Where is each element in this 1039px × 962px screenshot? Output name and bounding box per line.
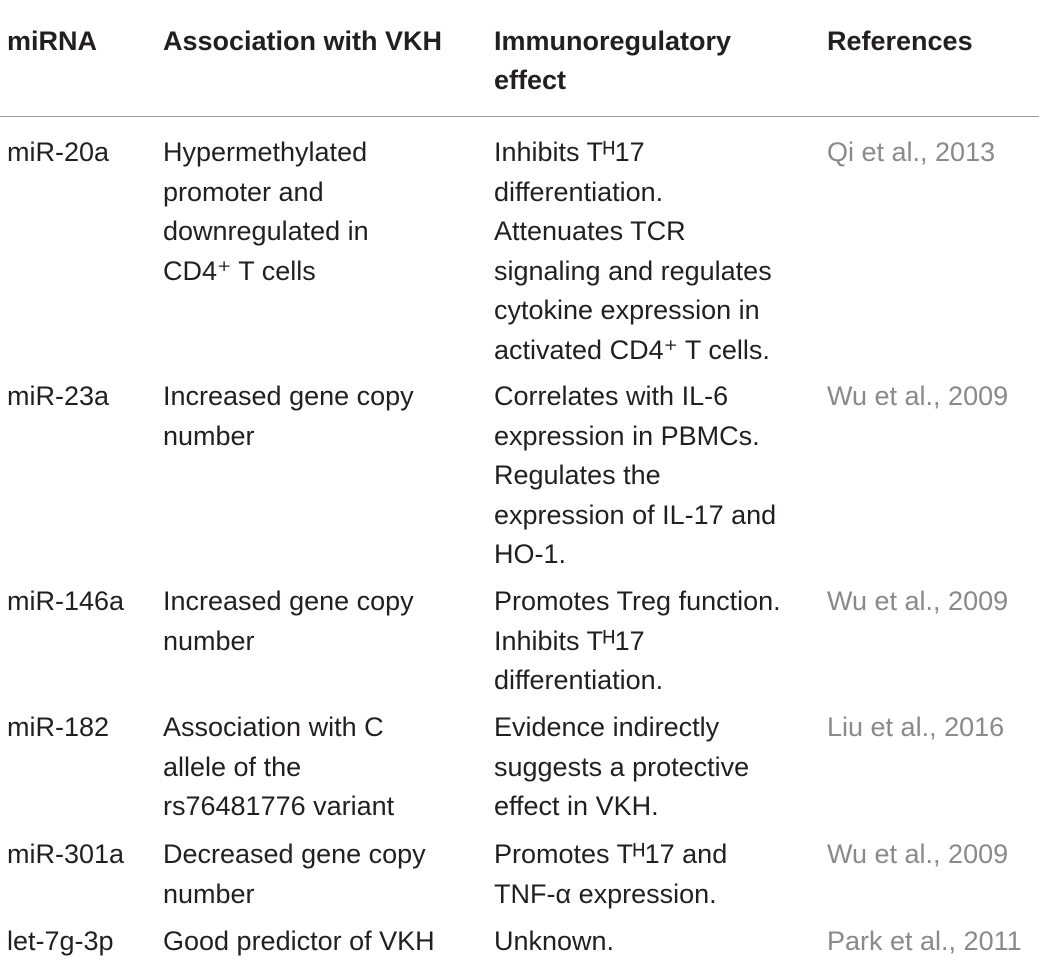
cell-effect-line: Promotes Tᴴ17 and — [494, 839, 728, 869]
cell-mirna-line: miR-23a — [7, 381, 110, 411]
cell-association — [163, 922, 435, 962]
cell-reference-line: Qi et al., 2013 — [827, 137, 996, 167]
cell-effect — [494, 835, 727, 914]
cell-mirna-line: miR-182 — [7, 712, 110, 742]
cell-effect-line: Unknown. — [494, 926, 615, 956]
cell-effect-line: expression of IL-17 and — [494, 499, 777, 530]
cell-association-line: CD4⁺ T cells — [163, 255, 316, 286]
cell-effect-line: HO-1. — [494, 539, 567, 569]
cell-effect-line: Evidence indirectly — [494, 712, 720, 742]
cell-mirna — [7, 835, 124, 875]
cell-reference-line: Liu et al., 2016 — [827, 712, 1005, 742]
cell-effect-line: Attenuates TCR — [494, 216, 686, 246]
cell-effect-line: effect in VKH. — [494, 791, 659, 821]
cell-effect-line: activated CD4⁺ T cells. — [494, 334, 770, 365]
cell-effect-line: cytokine expression in — [494, 295, 760, 325]
cell-reference-line: Wu et al., 2009 — [827, 381, 1009, 411]
header-effect — [494, 22, 731, 100]
header-effect-line1: Immunoregulatory — [494, 26, 732, 56]
cell-effect-line: Correlates with IL-6 — [494, 381, 729, 411]
cell-association-line: Hypermethylated — [163, 137, 368, 167]
cell-effect — [494, 922, 614, 962]
header-mirna: miRNA — [7, 26, 98, 56]
cell-reference — [827, 582, 1008, 622]
cell-association-line: allele of the — [163, 751, 302, 782]
cell-association — [163, 377, 414, 456]
cell-effect-line: differentiation. — [494, 665, 664, 695]
cell-mirna-line: let-7g-3p — [7, 926, 114, 956]
cell-association-line: Good predictor of VKH — [163, 926, 435, 956]
cell-effect-line: Inhibits Tᴴ17 — [494, 137, 645, 167]
cell-effect-line: suggests a protective — [494, 751, 750, 782]
header-association: Association with VKH — [163, 26, 443, 56]
cell-association-line: Increased gene copy — [163, 381, 414, 411]
cell-effect-line: Inhibits Tᴴ17 — [494, 625, 645, 656]
cell-association-line: number — [163, 420, 255, 451]
cell-association — [163, 835, 426, 914]
cell-association-line: number — [163, 878, 255, 909]
cell-association — [163, 708, 394, 827]
cell-association-line: Decreased gene copy — [163, 839, 426, 869]
cell-reference — [827, 708, 1004, 748]
cell-mirna — [7, 133, 109, 173]
cell-effect-line: Promotes Treg function. — [494, 586, 781, 616]
cell-association — [163, 133, 369, 291]
cell-association-line: rs76481776 variant — [163, 791, 395, 821]
cell-association — [163, 582, 414, 661]
cell-reference — [827, 133, 995, 173]
cell-effect — [494, 582, 781, 701]
cell-reference — [827, 922, 1022, 962]
cell-effect — [494, 377, 776, 575]
cell-effect-line: signaling and regulates — [494, 255, 772, 286]
cell-effect — [494, 133, 772, 370]
cell-mirna — [7, 377, 109, 417]
cell-effect-line: Regulates the — [494, 460, 661, 490]
cell-association-line: Increased gene copy — [163, 586, 414, 616]
header-effect-line2: effect — [494, 65, 567, 95]
cell-reference-line: Wu et al., 2009 — [827, 586, 1009, 616]
cell-mirna-line: miR-146a — [7, 586, 125, 616]
cell-association-line: Association with C — [163, 712, 384, 742]
cell-reference — [827, 835, 1008, 875]
cell-effect-line: differentiation. — [494, 176, 664, 207]
cell-mirna — [7, 582, 124, 622]
table-header — [0, 0, 1039, 117]
cell-effect — [494, 708, 749, 827]
cell-reference-line: Wu et al., 2009 — [827, 839, 1009, 869]
cell-association-line: number — [163, 625, 255, 656]
cell-association-line: downregulated in — [163, 216, 369, 246]
cell-mirna-line: miR-301a — [7, 839, 125, 869]
cell-reference-line: Park et al., 2011 — [827, 926, 1022, 956]
cell-mirna — [7, 922, 114, 962]
cell-mirna-line: miR-20a — [7, 137, 110, 167]
cell-effect-line: TNF-α expression. — [494, 878, 717, 909]
cell-association-line: promoter and — [163, 176, 324, 207]
cell-effect-line: expression in PBMCs. — [494, 420, 760, 451]
cell-reference — [827, 377, 1008, 417]
header-references: References — [827, 26, 973, 56]
cell-mirna — [7, 708, 109, 748]
